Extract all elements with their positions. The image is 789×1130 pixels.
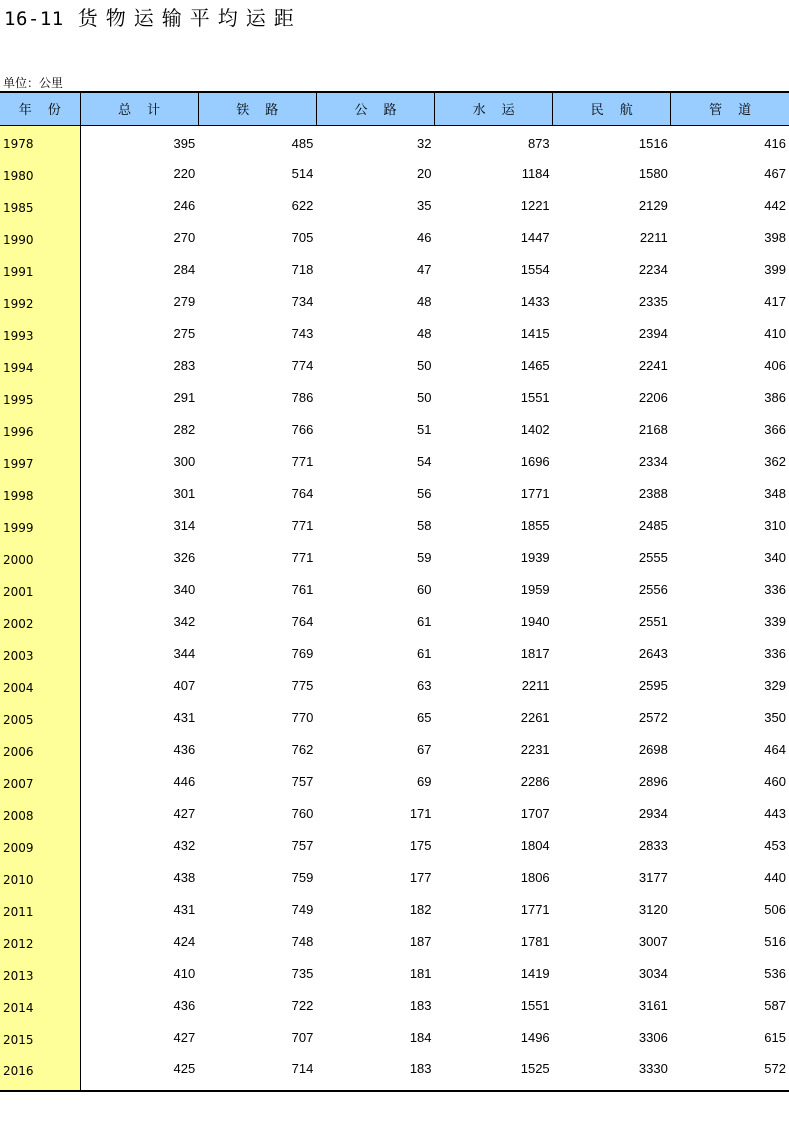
value-cell: 771: [291, 517, 314, 533]
value-cell: 769: [291, 645, 314, 661]
value-cell: 336: [764, 645, 786, 661]
value-cell: 2231: [520, 741, 550, 757]
value-cell: 2555: [638, 549, 668, 565]
value-cell: 1696: [520, 453, 550, 469]
table-title: 货物运输平均运距: [77, 6, 302, 30]
value-cell: 1516: [638, 135, 668, 151]
value-cell: 622: [291, 197, 314, 213]
table-row: [0, 157, 789, 189]
value-cell: 431: [173, 709, 196, 725]
value-cell: 786: [291, 389, 314, 405]
value-cell: 1806: [520, 869, 550, 885]
value-cell: 406: [764, 357, 786, 373]
value-cell: 310: [764, 517, 786, 533]
value-cell: 514: [291, 165, 314, 181]
value-cell: 2261: [520, 709, 550, 725]
value-cell: 20: [417, 165, 432, 181]
table-row: [0, 765, 789, 797]
value-cell: 440: [764, 869, 786, 885]
header-waterway: [435, 92, 553, 125]
value-cell: 54: [417, 453, 432, 469]
table-row: [0, 125, 789, 157]
year-cell: 1978: [0, 125, 80, 157]
value-cell: 3161: [638, 997, 668, 1013]
value-cell: 749: [291, 901, 314, 917]
value-cell: 398: [764, 229, 786, 245]
value-cell: 2206: [638, 389, 668, 405]
value-cell: 761: [291, 581, 314, 597]
table-row: [0, 1053, 789, 1091]
value-cell: 65: [417, 709, 432, 725]
value-cell: 460: [764, 773, 786, 789]
value-cell: 722: [291, 997, 314, 1013]
table-row: [0, 605, 789, 637]
value-cell: 2698: [638, 741, 668, 757]
value-cell: 1939: [520, 549, 550, 565]
table-row: [0, 669, 789, 701]
value-cell: 770: [291, 709, 314, 725]
value-cell: 1433: [520, 293, 550, 309]
value-cell: 1959: [520, 581, 550, 597]
value-cell: 32: [417, 135, 432, 151]
value-cell: 184: [409, 1029, 432, 1045]
value-cell: 485: [291, 135, 314, 151]
value-cell: 1771: [520, 485, 550, 501]
column-header-label: 水运: [472, 103, 531, 119]
value-cell: 1551: [520, 389, 550, 405]
value-cell: 336: [764, 581, 786, 597]
value-cell: 771: [291, 453, 314, 469]
value-cell: 2211: [639, 229, 668, 245]
value-cell: 436: [173, 741, 196, 757]
value-cell: 416: [764, 135, 786, 151]
value-cell: 1551: [520, 997, 550, 1013]
year-cell: 2013: [0, 957, 80, 989]
value-cell: 734: [291, 293, 314, 309]
value-cell: 438: [173, 869, 196, 885]
value-cell: 743: [291, 325, 314, 341]
value-cell: 51: [417, 421, 432, 437]
value-cell: 2286: [520, 773, 550, 789]
value-cell: 442: [764, 197, 786, 213]
year-cell: 2014: [0, 989, 80, 1021]
year-cell: 1993: [0, 317, 80, 349]
value-cell: 1707: [520, 805, 550, 821]
value-cell: 1554: [520, 261, 550, 277]
table-row: [0, 989, 789, 1021]
value-cell: 427: [173, 805, 196, 821]
table-row: [0, 1021, 789, 1053]
value-cell: 67: [417, 741, 432, 757]
table-row: [0, 701, 789, 733]
value-cell: 2934: [638, 805, 668, 821]
year-cell: 2009: [0, 829, 80, 861]
table-row: [0, 637, 789, 669]
year-cell: 1996: [0, 413, 80, 445]
year-cell: 1980: [0, 157, 80, 189]
table-row: [0, 189, 789, 221]
value-cell: 410: [764, 325, 786, 341]
table-row: [0, 541, 789, 573]
year-cell: 1997: [0, 445, 80, 477]
value-cell: 775: [291, 677, 314, 693]
value-cell: 342: [173, 613, 196, 629]
table-row: [0, 349, 789, 381]
value-cell: 1817: [520, 645, 550, 661]
table-row: [0, 797, 789, 829]
value-cell: 1855: [520, 517, 550, 533]
year-cell: 1994: [0, 349, 80, 381]
value-cell: 270: [173, 229, 196, 245]
year-cell: 1992: [0, 285, 80, 317]
value-cell: 1940: [520, 613, 550, 629]
table-header: [0, 92, 789, 125]
value-cell: 279: [173, 293, 196, 309]
year-cell: 2012: [0, 925, 80, 957]
value-cell: 3306: [638, 1029, 668, 1045]
value-cell: 340: [173, 581, 196, 597]
value-cell: 344: [173, 645, 196, 661]
value-cell: 1496: [520, 1029, 550, 1045]
year-cell: 2015: [0, 1021, 80, 1053]
value-cell: 3330: [553, 1053, 671, 1091]
year-cell: 2003: [0, 637, 80, 669]
value-cell: 2896: [638, 773, 668, 789]
value-cell: 587: [764, 997, 786, 1013]
value-cell: 1781: [520, 933, 550, 949]
value-cell: 3120: [638, 901, 668, 917]
value-cell: 536: [764, 965, 786, 981]
value-cell: 424: [173, 933, 196, 949]
value-cell: 2234: [638, 261, 668, 277]
value-cell: 760: [291, 805, 314, 821]
value-cell: 2485: [638, 517, 668, 533]
data-table: [0, 91, 789, 1092]
year-cell: 1991: [0, 253, 80, 285]
table-row: [0, 925, 789, 957]
value-cell: 1402: [520, 421, 550, 437]
value-cell: 183: [409, 997, 432, 1013]
table-row: [0, 413, 789, 445]
value-cell: 282: [173, 421, 196, 437]
value-cell: 705: [291, 229, 314, 245]
year-cell: 2004: [0, 669, 80, 701]
value-cell: 2643: [638, 645, 668, 661]
table-row: [0, 893, 789, 925]
value-cell: 735: [291, 965, 314, 981]
value-cell: 246: [173, 197, 196, 213]
value-cell: 177: [409, 869, 432, 885]
value-cell: 48: [417, 293, 432, 309]
year-cell: 2010: [0, 861, 80, 893]
value-cell: 1184: [521, 165, 550, 181]
value-cell: 48: [417, 325, 432, 341]
column-header-label: 管道: [709, 103, 768, 119]
value-cell: 314: [173, 517, 196, 533]
value-cell: 301: [173, 485, 196, 501]
value-cell: 283: [173, 357, 196, 373]
value-cell: 2556: [638, 581, 668, 597]
year-cell: 2006: [0, 733, 80, 765]
value-cell: 284: [173, 261, 196, 277]
value-cell: 3034: [638, 965, 668, 981]
value-cell: 707: [291, 1029, 314, 1045]
value-cell: 1419: [520, 965, 550, 981]
value-cell: 348: [764, 485, 786, 501]
year-cell: 2016: [0, 1053, 80, 1091]
value-cell: 2595: [638, 677, 668, 693]
table-body: [0, 125, 789, 1091]
year-cell: 1985: [0, 189, 80, 221]
value-cell: 774: [291, 357, 314, 373]
value-cell: 69: [417, 773, 432, 789]
value-cell: 1221: [520, 197, 550, 213]
value-cell: 432: [173, 837, 196, 853]
value-cell: 362: [764, 453, 786, 469]
value-cell: 61: [417, 645, 432, 661]
value-cell: 326: [173, 549, 196, 565]
value-cell: 506: [764, 901, 786, 917]
value-cell: 873: [527, 135, 550, 151]
value-cell: 3177: [638, 869, 668, 885]
header-year: [0, 92, 80, 125]
value-cell: 291: [173, 389, 196, 405]
header-row: [0, 92, 789, 125]
value-cell: 1447: [520, 229, 550, 245]
value-cell: 572: [671, 1053, 789, 1091]
value-cell: 2833: [638, 837, 668, 853]
value-cell: 1525: [435, 1053, 553, 1091]
year-cell: 1999: [0, 509, 80, 541]
value-cell: 175: [409, 837, 432, 853]
value-cell: 757: [291, 837, 314, 853]
value-cell: 300: [173, 453, 196, 469]
value-cell: 757: [291, 773, 314, 789]
value-cell: 386: [764, 389, 786, 405]
value-cell: 410: [173, 965, 196, 981]
value-cell: 2129: [638, 197, 668, 213]
table-row: [0, 861, 789, 893]
year-cell: 1990: [0, 221, 80, 253]
year-cell: 2001: [0, 573, 80, 605]
unit-label: 单位：公里: [3, 76, 64, 90]
value-cell: 748: [291, 933, 314, 949]
value-cell: 59: [417, 549, 432, 565]
column-header-label: 铁路: [236, 103, 295, 119]
year-cell: 2005: [0, 701, 80, 733]
table-row: [0, 733, 789, 765]
value-cell: 464: [764, 741, 786, 757]
value-cell: 47: [417, 261, 432, 277]
year-cell: 2007: [0, 765, 80, 797]
value-cell: 764: [291, 485, 314, 501]
value-cell: 766: [291, 421, 314, 437]
value-cell: 1465: [520, 357, 550, 373]
value-cell: 61: [417, 613, 432, 629]
column-header-label: 总计: [118, 103, 177, 119]
value-cell: 58: [417, 517, 432, 533]
value-cell: 718: [291, 261, 314, 277]
value-cell: 350: [764, 709, 786, 725]
value-cell: 1580: [638, 165, 668, 181]
value-cell: 181: [409, 965, 432, 981]
header-highway: [316, 92, 434, 125]
page-title: [4, 4, 302, 32]
value-cell: 3007: [638, 933, 668, 949]
header-civil-aviation: [553, 92, 671, 125]
value-cell: 467: [764, 165, 786, 181]
value-cell: 443: [764, 805, 786, 821]
value-cell: 2241: [638, 357, 668, 373]
table-row: [0, 317, 789, 349]
value-cell: 46: [417, 229, 432, 245]
value-cell: 2551: [638, 613, 668, 629]
value-cell: 63: [417, 677, 432, 693]
header-railway: [198, 92, 316, 125]
value-cell: 366: [764, 421, 786, 437]
value-cell: 453: [764, 837, 786, 853]
year-cell: 2011: [0, 893, 80, 925]
value-cell: 2168: [638, 421, 668, 437]
value-cell: 407: [173, 677, 196, 693]
value-cell: 329: [764, 677, 786, 693]
value-cell: 275: [173, 325, 196, 341]
value-cell: 516: [764, 933, 786, 949]
year-cell: 2000: [0, 541, 80, 573]
value-cell: 399: [764, 261, 786, 277]
value-cell: 417: [764, 293, 786, 309]
table-row: [0, 477, 789, 509]
value-cell: 1415: [520, 325, 550, 341]
value-cell: 762: [291, 741, 314, 757]
value-cell: 771: [291, 549, 314, 565]
value-cell: 395: [173, 135, 196, 151]
value-cell: 187: [409, 933, 432, 949]
value-cell: 431: [173, 901, 196, 917]
header-total: [80, 92, 198, 125]
value-cell: 50: [417, 357, 432, 373]
value-cell: 60: [417, 581, 432, 597]
value-cell: 764: [291, 613, 314, 629]
value-cell: 1771: [520, 901, 550, 917]
column-header-label: 民航: [590, 103, 649, 119]
value-cell: 615: [764, 1029, 786, 1045]
table-row: [0, 381, 789, 413]
value-cell: 759: [291, 869, 314, 885]
value-cell: 2211: [521, 677, 550, 693]
header-pipeline: [671, 92, 789, 125]
value-cell: 183: [316, 1053, 434, 1091]
table-row: [0, 829, 789, 861]
value-cell: 56: [417, 485, 432, 501]
year-cell: 2002: [0, 605, 80, 637]
value-cell: 182: [409, 901, 432, 917]
value-cell: 1804: [520, 837, 550, 853]
value-cell: 2394: [638, 325, 668, 341]
value-cell: 2334: [638, 453, 668, 469]
table-row: [0, 509, 789, 541]
value-cell: 171: [409, 805, 432, 821]
value-cell: 35: [417, 197, 432, 213]
table-row: [0, 285, 789, 317]
year-cell: 1995: [0, 381, 80, 413]
value-cell: 339: [764, 613, 786, 629]
column-header-label: 公路: [354, 103, 413, 119]
value-cell: 427: [173, 1029, 196, 1045]
column-header-label: 年份: [18, 103, 77, 119]
year-cell: 1998: [0, 477, 80, 509]
value-cell: 220: [173, 165, 196, 181]
value-cell: 436: [173, 997, 196, 1013]
value-cell: 2572: [638, 709, 668, 725]
value-cell: 50: [417, 389, 432, 405]
value-cell: 446: [173, 773, 196, 789]
value-cell: 2388: [638, 485, 668, 501]
table-row: [0, 221, 789, 253]
year-cell: 2008: [0, 797, 80, 829]
table-row: [0, 445, 789, 477]
table-row: [0, 573, 789, 605]
value-cell: 425: [80, 1053, 198, 1091]
table-row: [0, 253, 789, 285]
value-cell: 2335: [638, 293, 668, 309]
table-row: [0, 957, 789, 989]
value-cell: 714: [198, 1053, 316, 1091]
value-cell: 340: [764, 549, 786, 565]
table-number: 16-11: [4, 8, 64, 30]
